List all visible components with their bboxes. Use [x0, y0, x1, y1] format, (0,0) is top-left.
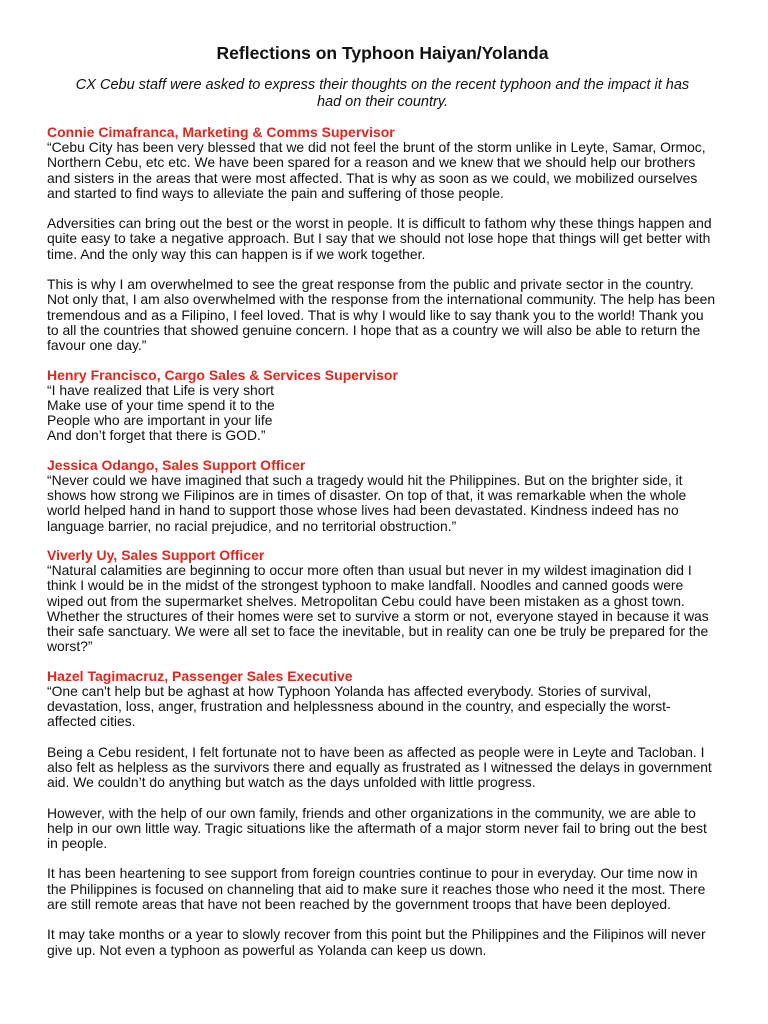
- reflection-paragraph: “One can't help but be aghast at how Typhoon Yolanda has affected everybody. Stories of survival, devastation, loss, anger, frustration and helplessness abound in the country, and especially the worst-affected cities.: [47, 682, 671, 730]
- reflection-paragraph: However, with the help of our own family, friends and other organizations in the community, we are able to help in our own little way. Tragic situations like the aftermath of a major storm never fail to bring out the best in people.: [47, 804, 707, 852]
- reflection-paragraph: It may take months or a year to slowly recover from this point but the Philippines and the Filipinos will never give up. Not even a typhoon as powerful as Yolanda can keep us down.: [47, 926, 706, 958]
- reflection-paragraph: “Cebu City has been very blessed that we did not feel the brunt of the storm unlike in Leyte, Samar, Ormoc, Northern Cebu, etc etc. We have been spared for a reason and we knew that we should help our brothers and sisters in the areas that were most affected. That is why as soon as we could, we mobilized ourselves and started to find ways to alleviate the pain and suffering of those people.: [47, 139, 706, 201]
- poem-line: “I have realized that Life is very short: [47, 381, 274, 398]
- reflection-entry: [47, 367, 718, 444]
- author-name: Connie Cimafranca, Marketing & Comms Supervisor: [47, 124, 395, 140]
- author-name: Viverly Uy, Sales Support Officer: [47, 546, 265, 563]
- reflection-paragraph: Adversities can bring out the best or the worst in people. It is difficult to fathom why these things happen and quite easy to take a negative approach. But I say that we should not lose hope that things will get better with time. And the only way this can happen is if we work together.: [47, 215, 712, 262]
- poem: [47, 383, 718, 444]
- reflection-paragraph: “Natural calamities are beginning to occur more often than usual but never in my wildest imagination did I think I would be in the midst of the strongest typhoon to make landfall. Noodles and canned goods were wiped out from the supermarket shelves. Metropolitan Cebu could have been mistaken as a ghost town. Whether the structures of their homes were set to survive a storm or not, everyone stayed in because it was their safe sanctuary. We were all set to face the inevitable, but in reality can one be truly be prepared for the worst?”: [47, 561, 709, 655]
- reflection-paragraph: Being a Cebu resident, I felt fortunate not to have been as affected as people were in Leyte and Tacloban. I also felt as helpless as the survivors there and equally as frustrated as I witnessed the delays in government aid. We couldn’t do anything but watch as the days unfolded with little progress.: [47, 743, 712, 791]
- reflection-paragraph: “Never could we have imagined that such a tragedy would hit the Philippines. But on the brighter side, it shows how strong we Filipinos are in times of disaster. On top of that, it was remarkable when the whole world helped hand in hand to support those whose lives had been devastated. Kindness indeed has no language barrier, no racial prejudice, and no territorial obstruction.”: [47, 471, 687, 534]
- reflection-entry: [47, 547, 718, 655]
- reflection-entry: [47, 668, 718, 958]
- author-name: Henry Francisco, Cargo Sales & Services Supervisor: [47, 366, 398, 383]
- poem-line: And don’t forget that there is GOD.”: [47, 427, 266, 444]
- author-name: Hazel Tagimacruz, Passenger Sales Executive: [47, 667, 353, 684]
- reflection-paragraph: This is why I am overwhelmed to see the great response from the public and private sector in the country. Not only that, I am also overwhelmed with the response from the international community. The help has been tremendous and as a Filipino, I feel loved. That is why I would like to say thank you to the world! Thank you to all the countries that showed genuine concern. I hope that as a country we will also be able to return the favour one day.”: [47, 276, 716, 354]
- reflection-entry: [47, 457, 718, 534]
- document-subtitle: CX Cebu staff were asked to express their thoughts on the recent typhoon and the impact it has had on their country.: [75, 77, 690, 110]
- document-title: Reflections on Typhoon Haiyan/Yolanda: [216, 43, 549, 63]
- poem-line: Make use of your time spend it to the: [47, 396, 275, 413]
- reflection-entry: [47, 124, 718, 354]
- author-name: Jessica Odango, Sales Support Officer: [47, 456, 306, 473]
- reflection-paragraph: It has been heartening to see support from foreign countries continue to pour in everyday. Our time now in the Philippines is focused on channeling that aid to make sure it reaches those who need it the most. There are still remote areas that have not been reached by the government troops that have been deployed.: [47, 865, 706, 912]
- poem-line: People who are important in your life: [47, 412, 273, 429]
